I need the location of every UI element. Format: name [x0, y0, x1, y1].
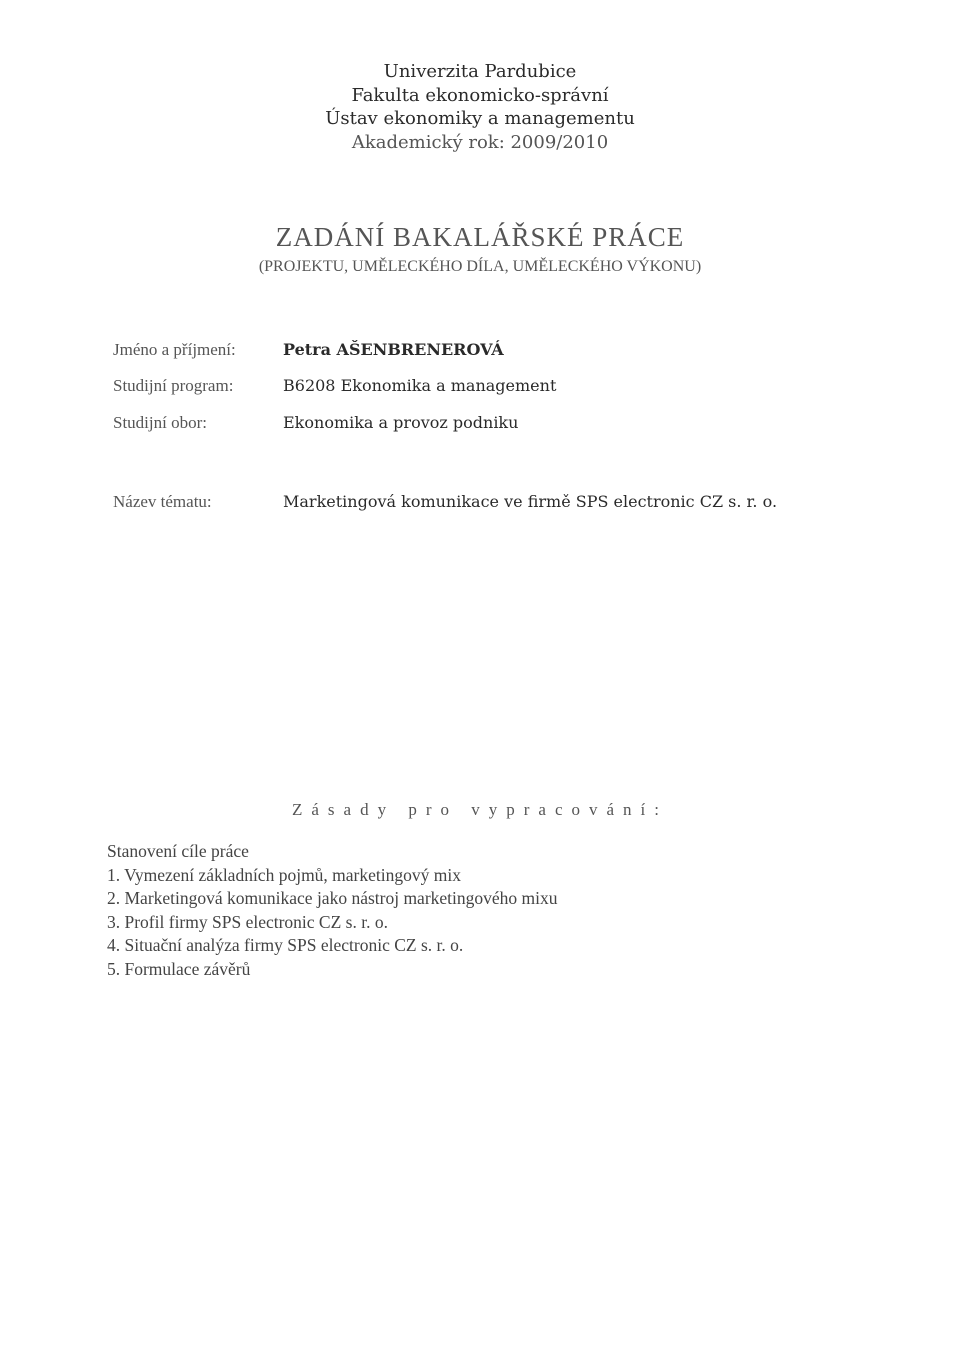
- academic-year: Akademický rok: 2009/2010: [351, 131, 609, 153]
- program-row: [0, 373, 960, 399]
- institute-name: Ústav ekonomiky a managementu: [325, 108, 635, 129]
- principle-item: 4. Situační analýza firmy SPS electronic CZ s. r. o.: [107, 935, 464, 955]
- title-block: [0, 220, 960, 278]
- principle-item: Stanovení cíle práce: [107, 841, 249, 861]
- principles-list: [107, 840, 867, 981]
- principle-item: 2. Marketingová komunikace jako nástroj marketingového mixu: [107, 888, 558, 908]
- name-label: Jméno a příjmení:: [113, 340, 236, 359]
- principles-heading: Zásady pro vypracování:: [292, 800, 668, 819]
- field-value: Ekonomika a provoz podniku: [283, 413, 519, 432]
- name-value: Petra AŠENBRENEROVÁ: [283, 340, 504, 359]
- document-subtitle: (PROJEKTU, UMĚLECKÉHO DÍLA, UMĚLECKÉHO VÝKONU): [258, 258, 702, 275]
- name-row: [0, 337, 960, 363]
- faculty-name: Fakulta ekonomicko-správní: [351, 84, 609, 106]
- principle-item: 1. Vymezení základních pojmů, marketingový mix: [107, 864, 461, 885]
- document-title: ZADÁNÍ BAKALÁŘSKÉ PRÁCE: [275, 222, 685, 252]
- field-label: Studijní obor:: [113, 413, 207, 432]
- field-row: [0, 410, 960, 436]
- principle-item: 5. Formulace závěrů: [107, 958, 251, 979]
- topic-value: Marketingová komunikace ve firmě SPS electronic CZ s. r. o.: [283, 492, 778, 511]
- program-label: Studijní program:: [113, 376, 234, 395]
- principle-item: 3. Profil firmy SPS electronic CZ s. r. o.: [107, 911, 388, 932]
- topic-label: Název tématu:: [113, 492, 212, 511]
- header-block: [0, 60, 960, 154]
- program-value: B6208 Ekonomika a management: [283, 376, 557, 395]
- topic-row: [0, 489, 960, 549]
- university-name: Univerzita Pardubice: [383, 61, 577, 82]
